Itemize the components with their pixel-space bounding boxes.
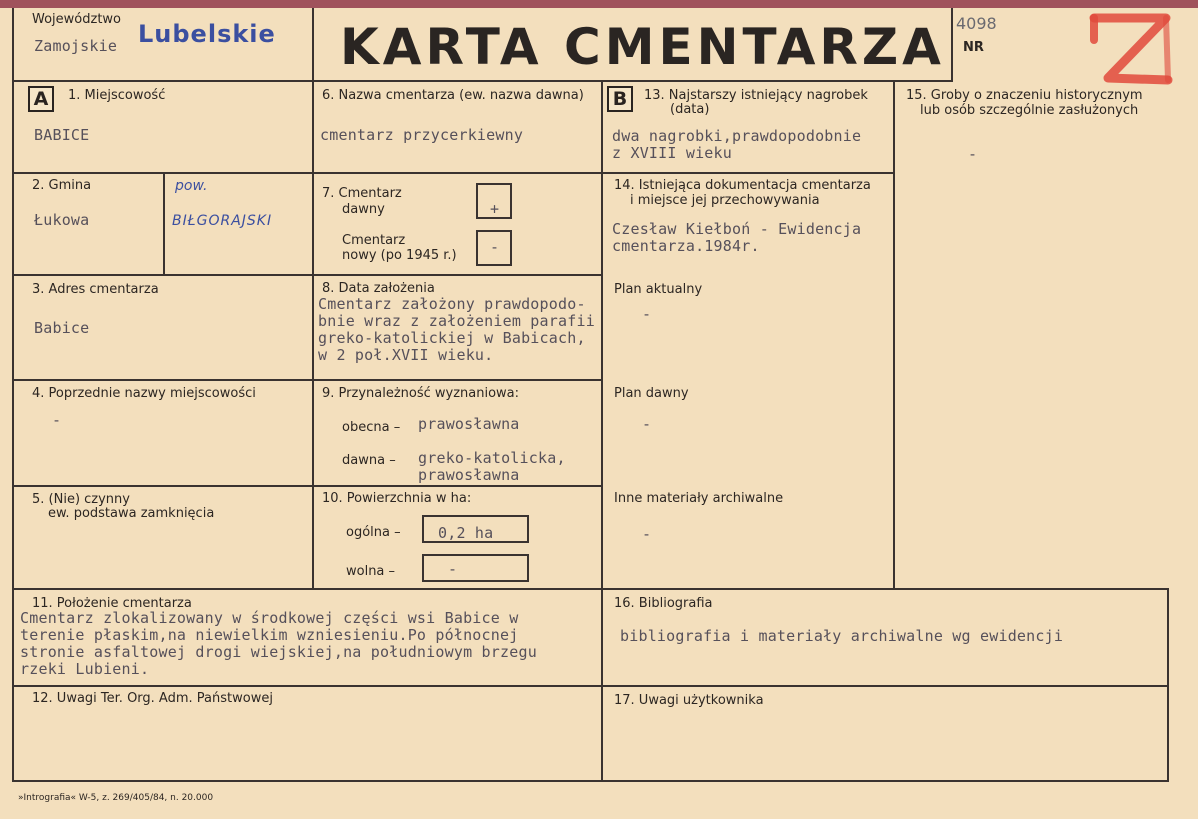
- f7-nowy-mark: -: [490, 238, 500, 256]
- f10-ogolna-label: ogólna –: [346, 525, 401, 540]
- wojewodztwo-stamp: Lubelskie: [138, 20, 276, 48]
- line-f9: [312, 485, 603, 487]
- line-f4: [12, 485, 314, 487]
- inne-materialy-value: -: [642, 525, 652, 543]
- f6-label: 6. Nazwa cmentarza (ew. nazwa dawna): [322, 88, 584, 103]
- line-f6: [312, 172, 603, 174]
- f10-wolna-label: wolna –: [346, 564, 396, 579]
- f17-label: 17. Uwagi użytkownika: [614, 693, 764, 708]
- inne-materialy-label: Inne materiały archiwalne: [614, 491, 784, 506]
- line-row11: [12, 588, 1169, 590]
- f7-dawny-mark: +: [490, 200, 500, 218]
- f13-value: dwa nagrobki,prawdopodobnie z XVIII wieku: [612, 127, 862, 162]
- f1-value: BABICE: [34, 126, 90, 144]
- frame-left: [12, 8, 14, 782]
- f15-label-1: 15. Groby o znaczeniu historycznym: [906, 88, 1143, 103]
- frame-bottom: [12, 780, 1169, 782]
- f2-label: 2. Gmina: [32, 178, 92, 193]
- plan-aktualny-value: -: [642, 305, 652, 323]
- plan-dawny-value: -: [642, 415, 652, 433]
- f11-label: 11. Położenie cmentarza: [32, 596, 192, 611]
- f7-dawny-label: dawny: [342, 202, 385, 217]
- f5-label: 5. (Nie) czynny: [32, 492, 130, 507]
- divider-col1: [312, 8, 314, 588]
- line-f8: [312, 379, 603, 381]
- f9-obecna-label: obecna –: [342, 420, 401, 435]
- line-f2: [12, 274, 314, 276]
- f9-obecna-value: prawosławna: [418, 415, 520, 433]
- f10-wolna-box: [422, 554, 529, 582]
- nr-handwritten: 4098: [956, 14, 997, 33]
- divider-col3: [893, 80, 895, 590]
- nr-label: NR: [963, 40, 984, 55]
- f10-wolna-value: -: [448, 560, 458, 578]
- section-b-badge: B: [607, 86, 633, 112]
- f1-label: 1. Miejscowość: [68, 88, 166, 103]
- section-a-badge: A: [28, 86, 54, 112]
- line-f3: [12, 379, 314, 381]
- page-title: KARTA CMENTARZA: [340, 18, 945, 76]
- top-edge-strip: [0, 0, 1198, 8]
- f2-handwritten-pow: pow.: [175, 178, 208, 194]
- line-f13: [601, 172, 895, 174]
- f14-label-1: 14. Istniejąca dokumentacja cmentarza: [614, 178, 871, 193]
- print-footer: »Intrografia« W-5, z. 269/405/84, n. 20.000: [18, 793, 214, 803]
- f14-label-2: i miejsce jej przechowywania: [630, 193, 820, 208]
- wojewodztwo-label: Województwo: [32, 12, 122, 27]
- wojewodztwo-typed: Zamojskie: [34, 37, 118, 55]
- f5-sublabel: ew. podstawa zamknięcia: [48, 506, 215, 521]
- plan-aktualny-label: Plan aktualny: [614, 282, 703, 297]
- f11-value: Cmentarz zlokalizowany w środkowej części wsi Babice w terenie płaskim,na niewielkim wzniesieniu.Po północnej stronie asfaltowej drogi wiejskiej,na południowym brzegu rzeki Lubieni.: [20, 609, 537, 678]
- f7-label: 7. Cmentarz: [322, 186, 402, 201]
- f15-value: -: [968, 145, 978, 163]
- line-row12: [12, 685, 1169, 687]
- f6-value: cmentarz przycerkiewny: [320, 126, 524, 144]
- f3-label: 3. Adres cmentarza: [32, 282, 159, 297]
- f2-value: Łukowa: [34, 211, 90, 229]
- f16-value: bibliografia i materiały archiwalne wg ewidencji: [620, 627, 1064, 645]
- f9-dawna-label: dawna –: [342, 453, 396, 468]
- f4-label: 4. Poprzednie nazwy miejscowości: [32, 386, 256, 401]
- f16-label: 16. Bibliografia: [614, 596, 713, 611]
- f8-label: 8. Data założenia: [322, 281, 435, 296]
- red-z-mark: [1088, 10, 1174, 90]
- f12-label: 12. Uwagi Ter. Org. Adm. Państwowej: [32, 691, 273, 706]
- f14-value: Czesław Kiełboń - Ewidencja cmentarza.1984r.: [612, 220, 862, 255]
- divider-col2: [601, 80, 603, 782]
- f10-label: 10. Powierzchnia w ha:: [322, 491, 472, 506]
- f8-value: Cmentarz założony prawdopodo- bnie wraz z założeniem parafii greko-katolickiej w Babicach, w 2 poł.XVII wieku.: [318, 295, 595, 364]
- line-f7: [312, 274, 603, 276]
- f13-label-1: 13. Najstarszy istniejący nagrobek: [644, 88, 868, 103]
- plan-dawny-label: Plan dawny: [614, 386, 689, 401]
- f4-value: -: [52, 411, 62, 429]
- f3-value: Babice: [34, 319, 90, 337]
- divider-gmina: [163, 172, 165, 274]
- f10-ogolna-value: 0,2 ha: [438, 524, 494, 542]
- f9-dawna-value: greko-katolicka, prawosławna: [418, 449, 566, 484]
- f9-label: 9. Przynależność wyznaniowa:: [322, 386, 520, 401]
- f2-handwritten-powiat: BIŁGORAJSKI: [172, 213, 273, 229]
- f15-label-2: lub osób szczególnie zasłużonych: [920, 103, 1139, 118]
- f7-nowy-label-2: nowy (po 1945 r.): [342, 248, 457, 263]
- f7-nowy-label-1: Cmentarz: [342, 233, 406, 248]
- f13-label-2: (data): [670, 102, 710, 117]
- divider-nr: [951, 8, 953, 82]
- header-bottom-line: [12, 80, 953, 82]
